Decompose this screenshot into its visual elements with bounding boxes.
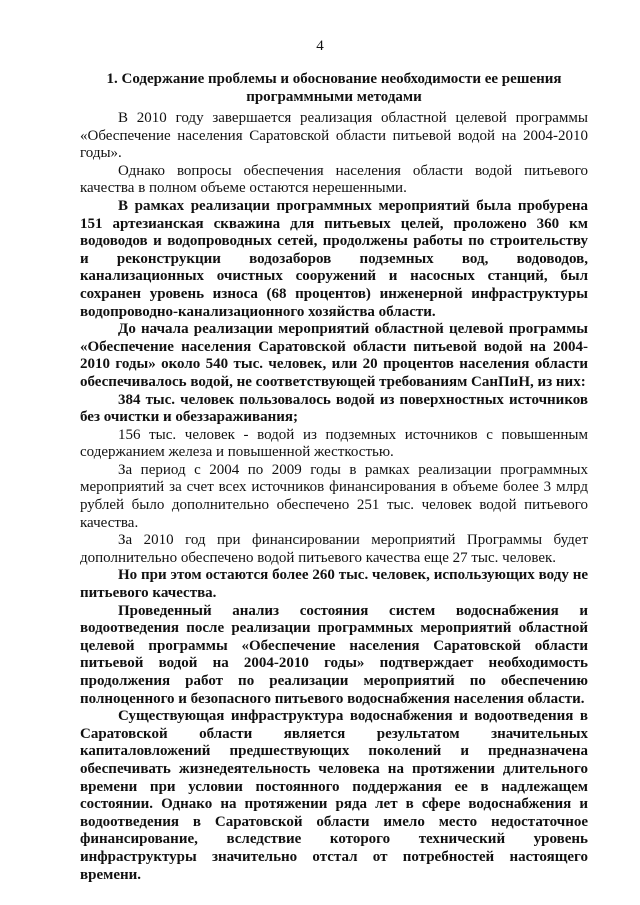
paragraph-5: 384 тыс. человек пользовалось водой из поверхностных источников без очистки и обеззараживания;	[80, 391, 588, 426]
paragraph-4: До начала реализации мероприятий областной целевой программы «Обеспечение населения Саратовской области питьевой водой на 2004-2010 годы» около 540 тыс. человек, или 20 процентов населения области обеспечивалось водой, не соответствующей требованиям СанПиН, из них:	[80, 321, 588, 390]
paragraph-3: В рамках реализации программных мероприятий была пробурена 151 артезианская скважина для питьевых целей, проложено 360 км водоводов и водопроводных сетей, продолжены работы по строительству и реконструкции водозаборов подземных вод, водоводов, канализационных очистных сооружений и насосных станций, был сохранен уровень износа (68 процентов) инженерной инфраструктуры водопроводно-канализационного хозяйства области.	[80, 197, 588, 320]
paragraph-6: 156 тыс. человек - водой из подземных источников с повышенным содержанием железа и повышенной жесткостью.	[80, 426, 588, 461]
section-heading: 1. Содержание проблемы и обоснование необходимости ее решения программными методами	[106, 71, 562, 105]
paragraph-10: Проведенный анализ состояния систем водоснабжения и водоотведения после реализации программных мероприятий областной целевой программы «Обеспечение населения Саратовской области питьевой водой на 2004-2010 годы» подтверждает необходимость продолжения работ по реализации мероприятий по обеспечению полноценного и безопасного питьевого водоснабжения населения области.	[80, 602, 588, 707]
paragraph-2: Однако вопросы обеспечения населения области водой питьевого качества в полном объеме остаются нерешенными.	[80, 162, 588, 197]
page-number: 4	[316, 38, 324, 54]
paragraph-1: В 2010 году завершается реализация областной целевой программы «Обеспечение населения Саратовской области питьевой водой на 2004-2010 годы».	[80, 110, 588, 162]
document-body	[80, 110, 588, 884]
paragraph-7: За период с 2004 по 2009 годы в рамках реализации программных мероприятий за счет всех источников финансирования в объеме более 3 млрд рублей было дополнительно обеспечено 251 тыс. человек водой питьевого качества.	[80, 461, 588, 531]
paragraph-9: Но при этом остаются более 260 тыс. человек, использующих воду не питьевого качества.	[80, 567, 588, 602]
paragraph-8: За 2010 год при финансировании мероприятий Программы будет дополнительно обеспечено водой питьевого качества еще 27 тыс. человек.	[80, 532, 588, 566]
paragraph-11: Существующая инфраструктура водоснабжения и водоотведения в Саратовской области является результатом значительных капиталовложений предшествующих поколений и предназначена обеспечивать жизнедеятельность человека на протяжении длительного времени при условии постоянного поддержания ее в надлежащем состоянии. Однако на протяжении ряда лет в сфере водоснабжения и водоотведения в Саратовской области имело место недостаточное финансирование, вследствие которого технический уровень инфраструктуры значительно отстал от потребностей настоящего времени.	[80, 708, 588, 883]
